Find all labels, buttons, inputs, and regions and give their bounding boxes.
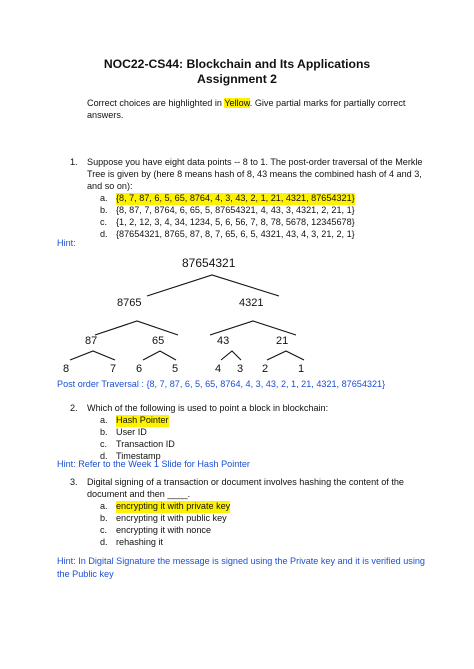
tree-node-87: 87 [85, 335, 98, 347]
intro-line-1 [87, 98, 405, 110]
q1-option-b: {8, 87, 7, 8764, 6, 65, 5, 87654321, 4, 43, 3, 4321, 2, 21, 1} [116, 205, 355, 215]
q3-option-d-letter: d. [100, 537, 108, 547]
tree-leaf-7: 7 [110, 363, 117, 375]
q3-number: 3. [70, 477, 78, 487]
tree-leaf-3: 3 [237, 363, 244, 375]
tree-leaf-2: 2 [262, 363, 269, 375]
tree-leaf-5: 5 [172, 363, 179, 375]
q1-hint-label: Hint: [57, 238, 76, 248]
q1-option-c: {1, 2, 12, 3, 4, 34, 1234, 5, 6, 56, 7, 8, 78, 5678, 12345678} [116, 217, 355, 227]
q2-number: 2. [70, 403, 78, 413]
q1-option-c-letter: c. [100, 217, 108, 227]
tree-root-node: 87654321 [182, 256, 236, 270]
q1-option-b-letter: b. [100, 205, 108, 215]
q3-text-line-2: document and then ____. [87, 489, 191, 499]
q1-number: 1. [70, 157, 78, 167]
tree-leaf-6: 6 [136, 363, 143, 375]
q3-option-c-letter: c. [100, 525, 108, 535]
tree-leaf-1: 1 [298, 363, 305, 375]
q3-option-b: encrypting it with public key [116, 513, 227, 523]
edge-21 [267, 351, 304, 360]
edge-43 [221, 351, 241, 360]
q2-option-b-letter: b. [100, 427, 108, 437]
document-title: NOC22-CS44: Blockchain and Its Applications [103, 57, 371, 71]
q1-text-line-3: and so on): [87, 181, 133, 191]
intro-text-before: Correct choices are highlighted in [87, 98, 225, 108]
q3-hint-line-1: Hint: In Digital Signature the message is signed using the Private key and it is verified using [57, 556, 425, 566]
q2-text: Which of the following is used to point a block in blockchain: [87, 403, 329, 413]
edge-root [147, 275, 279, 296]
q2-option-a: Hash Pointer [116, 415, 169, 425]
intro-text-after: . Give partial marks for partially correct [249, 98, 406, 108]
q2-option-c-letter: c. [100, 439, 108, 449]
q3-option-b-letter: b. [100, 513, 108, 523]
edge-8765 [95, 321, 178, 335]
intro-highlight-word: Yellow [224, 98, 250, 108]
tree-node-4321: 4321 [239, 297, 264, 309]
q1-text-line-1: Suppose you have eight data points -- 8 to 1. The post-order traversal of the Merkle [87, 157, 423, 167]
tree-leaf-4: 4 [215, 363, 222, 375]
tree-node-43: 43 [217, 335, 230, 347]
q1-option-a-letter: a. [100, 193, 108, 203]
tree-node-21: 21 [276, 335, 289, 347]
q2-option-d: Timestamp [116, 451, 161, 461]
q3-option-d: rehashing it [116, 537, 164, 547]
q1-option-d: {87654321, 8765, 87, 8, 7, 65, 6, 5, 4321, 43, 4, 3, 21, 2, 1} [116, 229, 355, 239]
q3-hint-line-2: the Public key [57, 569, 114, 579]
q3-text-line-1: Digital signing of a transaction or document involves hashing the content of the [87, 477, 404, 487]
q2-option-d-letter: d. [100, 451, 108, 461]
q2-hint: Hint: Refer to the Week 1 Slide for Hash Pointer [57, 459, 250, 469]
q1-option-a: {8, 7, 87, 6, 5, 65, 8764, 4, 3, 43, 2, 1, 21, 4321, 87654321} [116, 193, 355, 203]
q3-option-a-letter: a. [100, 501, 108, 511]
tree-leaf-8: 8 [63, 363, 70, 375]
q1-traversal-note: Post order Traversal : {8, 7, 87, 6, 5, 65, 8764, 4, 3, 43, 2, 1, 21, 4321, 87654321} [57, 379, 386, 389]
intro-line-2: answers. [87, 110, 124, 120]
q1-text-line-2: Tree is given by (here 8 means hash of 8, 43 means the combined hash of 4 and 3, [87, 169, 422, 179]
edge-65 [143, 351, 176, 360]
q1-option-d-letter: d. [100, 229, 108, 239]
document-subtitle: Assignment 2 [197, 72, 277, 86]
edge-87 [70, 351, 115, 360]
tree-node-8765: 8765 [117, 297, 142, 309]
q2-option-a-letter: a. [100, 415, 108, 425]
tree-node-65: 65 [152, 335, 165, 347]
q3-option-a: encrypting it with private key [116, 501, 231, 511]
q3-option-c: encrypting it with nonce [116, 525, 212, 535]
edge-4321 [210, 321, 296, 335]
q2-option-c: Transaction ID [116, 439, 175, 449]
q2-option-b: User ID [116, 427, 147, 437]
